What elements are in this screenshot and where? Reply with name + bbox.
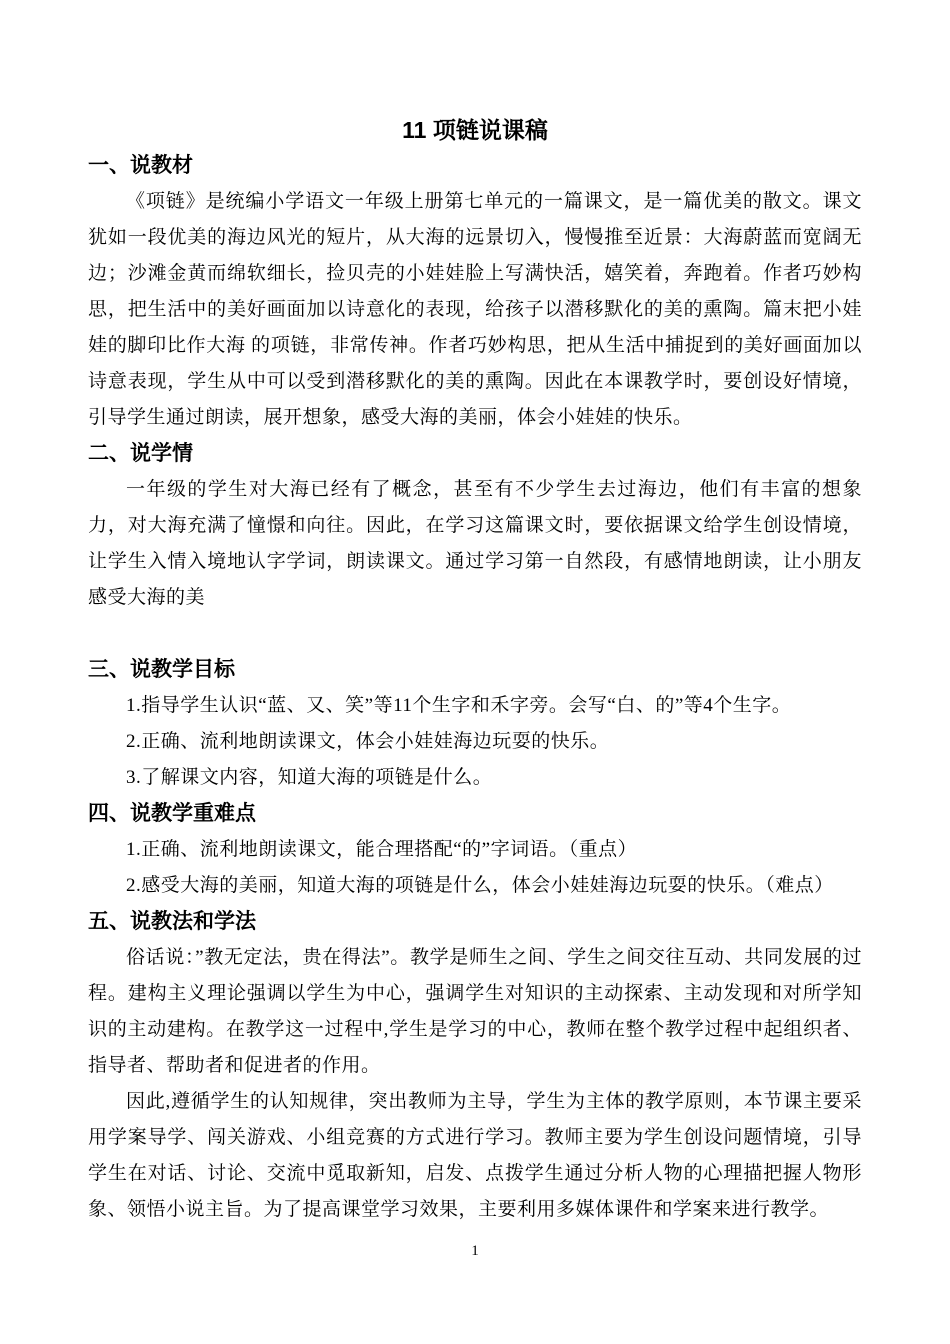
page-number: 1 [471, 1243, 479, 1259]
section-heading-jiaoxue-mubiao: 三、说教学目标 [88, 658, 235, 681]
section-heading-shuo-xueqing: 二、说学情 [88, 442, 193, 465]
document-title: 11 项链说课稿 [402, 117, 548, 143]
paragraph-jiaofa-body-2: 因此,遵循学生的认知规律，突出教师为主导，学生为主体的教学原则，本节课主要采用学案导学、闯关游戏、小组竞赛的方式进行学习。教师主要为学生创设问题情境，引导学生在对话、讨论、交流中觅取新知，启发、点拨学生通过分析人物的心理描把握人物形象、领悟小说主旨。为了提高课堂学习效果，主要利用多媒体课件和学案来进行教学。 [88, 1091, 862, 1220]
list-item-zhongnandian-2: 2.感受大海的美丽，知道大海的项链是什么，体会小娃娃海边玩耍的快乐。（难点） [126, 875, 834, 896]
paragraph-jiaocai-body: 《项链》是统编小学语文一年级上册第七单元的一篇课文，是一篇优美的散文。课文犹如一段优美的海边风光的短片，从大海的远景切入，慢慢推至近景：大海蔚蓝而宽阔无边；沙滩金黄而绵软细长，捡贝壳的小娃娃脸上写满快活，嬉笑着，奔跑着。作者巧妙构思，把生活中的美好画面加以诗意化的表现，给孩子以潜移默化的美的熏陶。篇末把小娃娃的脚印比作大海 的项链，非常传神。作者巧妙构思，把从生活中捕捉到的美好画面加以诗意表现，学生从中可以受到潜移默化的美的熏陶。因此在本课教学时，要创设好情境，引导学生通过朗读，展开想象，感受大海的美丽，体会小娃娃的快乐。 [88, 191, 862, 428]
section-heading-jiaofa-xuefa: 五、说教法和学法 [88, 910, 256, 933]
paragraph-xueqing-body: 一年级的学生对大海已经有了概念，甚至有不少学生去过海边，他们有丰富的想象力，对大海充满了憧憬和向往。因此，在学习这篇课文时，要依据课文给学生创设情境，让学生入情入境地认字学词，朗读课文。通过学习第一自然段，有感情地朗读，让小朋友感受大海的美 [88, 479, 862, 608]
section-heading-shuo-jiaocai: 一、说教材 [88, 154, 193, 177]
section-heading-zhongnandian: 四、说教学重难点 [88, 802, 256, 825]
paragraph-jiaofa-body-1: 俗话说：”教无定法，贵在得法”。教学是师生之间、学生之间交往互动、共同发展的过程。建构主义理论强调以学生为中心，强调学生对知识的主动探索、主动发现和对所学知识的主动建构。在教学这一过程中,学生是学习的中心，教师在整个教学过程中起组织者、指导者、帮助者和促进者的作用。 [88, 947, 862, 1076]
list-item-mubiao-1: 1.指导学生认识“蓝、又、笑”等11个生字和禾字旁。会写“白、的”等4个生字。 [126, 695, 792, 716]
list-item-mubiao-2: 2.正确、流利地朗读课文，体会小娃娃海边玩耍的快乐。 [126, 731, 610, 752]
list-item-mubiao-3: 3.了解课文内容，知道大海的项链是什么。 [126, 767, 493, 788]
list-item-zhongnandian-1: 1.正确、流利地朗读课文，能合理搭配“的”字词语。（重点） [126, 839, 638, 860]
